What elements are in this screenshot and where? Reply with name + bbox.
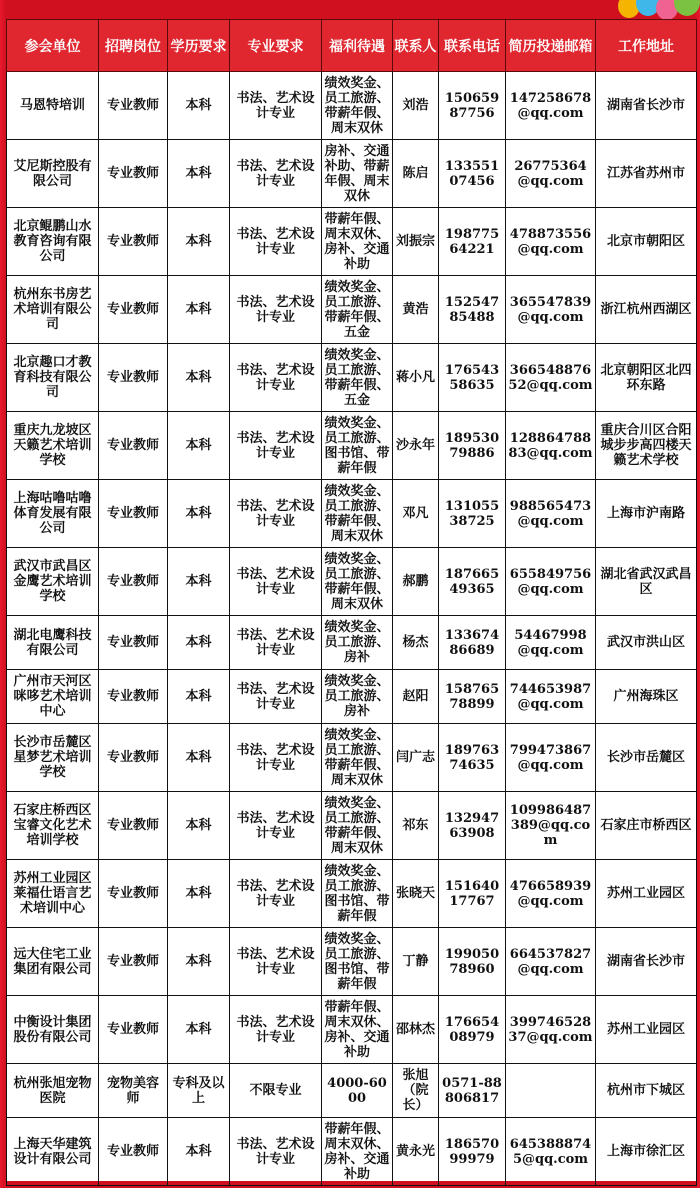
cell-education: 本科	[168, 140, 230, 208]
cell-education: 本科	[168, 670, 230, 724]
column-header-education: 学历要求	[168, 20, 230, 72]
cell-address: 杭州市下城区	[596, 1064, 697, 1118]
cell-email[interactable]: 36654887652@qq.com	[506, 344, 596, 412]
cell-major: 书法、艺术设计专业	[230, 276, 322, 344]
cell-phone: 18976374635	[439, 724, 506, 792]
cell-position: 专业教师	[99, 860, 168, 928]
table-row	[7, 72, 697, 140]
cell-phone: 18953079886	[439, 412, 506, 480]
cell-address: 上海市沪南路	[596, 480, 697, 548]
cell-education: 本科	[168, 1118, 230, 1186]
cell-address: 苏州工业园区	[596, 996, 697, 1064]
cell-address: 广州海珠区	[596, 670, 697, 724]
cell-education: 本科	[168, 276, 230, 344]
table-row	[7, 860, 697, 928]
cell-major: 书法、艺术设计专业	[230, 140, 322, 208]
cell-address: 上海市徐汇区	[596, 1118, 697, 1186]
column-header-position: 招聘岗位	[99, 20, 168, 72]
cell-major: 书法、艺术设计专业	[230, 928, 322, 996]
table-row	[7, 412, 697, 480]
column-header-phone: 联系电话	[439, 20, 506, 72]
recruitment-table	[6, 19, 697, 1186]
cell-position: 专业教师	[99, 670, 168, 724]
cell-email[interactable]: 799473867@qq.com	[506, 724, 596, 792]
cell-company: 长沙市岳麓区星梦艺术培训学校	[7, 724, 99, 792]
cell-phone: 0571-88806817	[439, 1064, 506, 1118]
cell-phone: 15876578899	[439, 670, 506, 724]
cell-position: 专业教师	[99, 548, 168, 616]
cell-contact: 陈启	[393, 140, 439, 208]
table-row	[7, 344, 697, 412]
cell-contact: 张晓天	[393, 860, 439, 928]
cell-email[interactable]: 39974652837@qq.com	[506, 996, 596, 1064]
cell-company: 杭州东书房艺术培训有限公司	[7, 276, 99, 344]
cell-education: 本科	[168, 860, 230, 928]
cell-position: 专业教师	[99, 276, 168, 344]
cell-major: 书法、艺术设计专业	[230, 1118, 322, 1186]
cell-email[interactable]: 54467998@qq.com	[506, 616, 596, 670]
cell-contact: 丁静	[393, 928, 439, 996]
cell-position: 专业教师	[99, 72, 168, 140]
cell-education: 本科	[168, 412, 230, 480]
cell-benefits: 带薪年假、周末双休、房补、交通补助	[322, 996, 393, 1064]
cell-major: 书法、艺术设计专业	[230, 344, 322, 412]
cell-position: 宠物美容师	[99, 1064, 168, 1118]
cell-position: 专业教师	[99, 412, 168, 480]
cell-phone: 15254785488	[439, 276, 506, 344]
column-header-major: 专业要求	[230, 20, 322, 72]
cell-address: 湖北省武汉武昌区	[596, 548, 697, 616]
cell-company: 马恩特培训	[7, 72, 99, 140]
cell-major: 书法、艺术设计专业	[230, 208, 322, 276]
table-row	[7, 208, 697, 276]
cell-position: 专业教师	[99, 996, 168, 1064]
table-row	[7, 1118, 697, 1186]
cell-benefits: 带薪年假、周末双休、房补、交通补助	[322, 1118, 393, 1186]
table-row	[7, 928, 697, 996]
cell-address: 湖南省长沙市	[596, 928, 697, 996]
cell-contact: 刘浩	[393, 72, 439, 140]
cell-position: 专业教师	[99, 344, 168, 412]
cell-company: 北京趣口才教育科技有限公司	[7, 344, 99, 412]
cell-benefits: 绩效奖金、员工旅游、带薪年假、五金	[322, 344, 393, 412]
cell-benefits: 绩效奖金、员工旅游、带薪年假、周末双休	[322, 72, 393, 140]
cell-phone: 13355107456	[439, 140, 506, 208]
cell-contact: 赵阳	[393, 670, 439, 724]
cell-email[interactable]: 12886478883@qq.com	[506, 412, 596, 480]
cell-address: 江苏省苏州市	[596, 140, 697, 208]
cell-contact: 邵林杰	[393, 996, 439, 1064]
table-row	[7, 1064, 697, 1118]
cell-phone: 13294763908	[439, 792, 506, 860]
cell-position: 专业教师	[99, 208, 168, 276]
cell-phone: 13105538725	[439, 480, 506, 548]
cell-benefits: 绩效奖金、员工旅游、带薪年假、五金	[322, 276, 393, 344]
cell-education: 本科	[168, 616, 230, 670]
cell-major: 书法、艺术设计专业	[230, 480, 322, 548]
cell-company: 远大住宅工业集团有限公司	[7, 928, 99, 996]
cell-address: 北京市朝阳区	[596, 208, 697, 276]
cell-contact: 张旭（院长）	[393, 1064, 439, 1118]
table-row	[7, 792, 697, 860]
cell-benefits: 绩效奖金、员工旅游、带薪年假、周末双休	[322, 548, 393, 616]
cell-address: 长沙市岳麓区	[596, 724, 697, 792]
table-row	[7, 276, 697, 344]
cell-benefits: 绩效奖金、员工旅游、带薪年假、周末双休	[322, 792, 393, 860]
cell-education: 本科	[168, 208, 230, 276]
cell-education: 本科	[168, 344, 230, 412]
cell-benefits: 绩效奖金、员工旅游、带薪年假、周末双休	[322, 480, 393, 548]
cell-email[interactable]: 26775364@qq.com	[506, 140, 596, 208]
cell-address: 湖南省长沙市	[596, 72, 697, 140]
cell-benefits: 带薪年假、周末双休、房补、交通补助	[322, 208, 393, 276]
cell-email[interactable]: 147258678@qq.com	[506, 72, 596, 140]
cell-education: 本科	[168, 480, 230, 548]
cell-benefits: 4000-6000	[322, 1064, 393, 1118]
cell-benefits: 绩效奖金、员工旅游、图书馆、带薪年假	[322, 860, 393, 928]
cell-major: 书法、艺术设计专业	[230, 724, 322, 792]
cell-contact: 黄永光	[393, 1118, 439, 1186]
cell-contact: 沙永年	[393, 412, 439, 480]
cell-education: 本科	[168, 996, 230, 1064]
cell-phone: 17654358635	[439, 344, 506, 412]
cell-address: 石家庄市桥西区	[596, 792, 697, 860]
cell-education: 本科	[168, 72, 230, 140]
cell-education: 本科	[168, 548, 230, 616]
cell-position: 专业教师	[99, 616, 168, 670]
cell-major: 书法、艺术设计专业	[230, 670, 322, 724]
cell-major: 书法、艺术设计专业	[230, 996, 322, 1064]
cell-email[interactable]: 109986487389@qq.com	[506, 792, 596, 860]
cell-email[interactable]: 655849756@qq.com	[506, 548, 596, 616]
table-row	[7, 724, 697, 792]
cell-phone: 19877564221	[439, 208, 506, 276]
cell-company: 中衡设计集团股份有限公司	[7, 996, 99, 1064]
cell-company: 湖北电鹰科技有限公司	[7, 616, 99, 670]
cell-company: 艾尼斯控股有限公司	[7, 140, 99, 208]
cell-company: 杭州张旭宠物医院	[7, 1064, 99, 1118]
table-body	[7, 72, 697, 1186]
cell-major: 书法、艺术设计专业	[230, 792, 322, 860]
cell-phone: 15164017767	[439, 860, 506, 928]
cell-email[interactable]: 478873556@qq.com	[506, 208, 596, 276]
cell-education: 本科	[168, 928, 230, 996]
cell-benefits: 绩效奖金、员工旅游、图书馆、带薪年假	[322, 928, 393, 996]
cell-position: 专业教师	[99, 724, 168, 792]
column-header-company: 参会单位	[7, 20, 99, 72]
column-header-address: 工作地址	[596, 20, 697, 72]
cell-email[interactable]: 988565473@qq.com	[506, 480, 596, 548]
cell-email[interactable]: 476658939@qq.com	[506, 860, 596, 928]
cell-contact: 郝鹏	[393, 548, 439, 616]
cell-major: 书法、艺术设计专业	[230, 72, 322, 140]
cell-education: 专科及以上	[168, 1064, 230, 1118]
cell-phone: 17665408979	[439, 996, 506, 1064]
column-header-email: 简历投递邮箱	[506, 20, 596, 72]
column-header-contact: 联系人	[393, 20, 439, 72]
cell-contact: 黄浩	[393, 276, 439, 344]
cell-address: 武汉市洪山区	[596, 616, 697, 670]
cell-education: 本科	[168, 724, 230, 792]
cell-phone: 13367486689	[439, 616, 506, 670]
cell-company: 北京鲲鹏山水教育咨询有限公司	[7, 208, 99, 276]
cell-company: 上海天华建筑设计有限公司	[7, 1118, 99, 1186]
cell-major: 书法、艺术设计专业	[230, 616, 322, 670]
cell-address: 重庆合川区合阳城步步高四楼天籁艺术学校	[596, 412, 697, 480]
cell-phone: 19905078960	[439, 928, 506, 996]
cell-benefits: 绩效奖金、员工旅游、图书馆、带薪年假	[322, 412, 393, 480]
table-row	[7, 670, 697, 724]
table-row	[7, 548, 697, 616]
cell-contact: 祁东	[393, 792, 439, 860]
cell-position: 专业教师	[99, 480, 168, 548]
cell-phone: 18657099979	[439, 1118, 506, 1186]
cell-education: 本科	[168, 792, 230, 860]
cell-phone: 15065987756	[439, 72, 506, 140]
cell-contact: 邓凡	[393, 480, 439, 548]
cell-benefits: 绩效奖金、员工旅游、房补	[322, 616, 393, 670]
cell-position: 专业教师	[99, 928, 168, 996]
table-row	[7, 996, 697, 1064]
cell-benefits: 房补、交通补助、带薪年假、周末双休	[322, 140, 393, 208]
cell-contact: 刘振宗	[393, 208, 439, 276]
cell-position: 专业教师	[99, 140, 168, 208]
cell-company: 武汉市武昌区金鹰艺术培训学校	[7, 548, 99, 616]
cell-position: 专业教师	[99, 1118, 168, 1186]
cell-contact: 蒋小凡	[393, 344, 439, 412]
cell-position: 专业教师	[99, 792, 168, 860]
table-row	[7, 480, 697, 548]
cell-benefits: 绩效奖金、员工旅游、房补	[322, 670, 393, 724]
cell-major: 不限专业	[230, 1064, 322, 1118]
cell-major: 书法、艺术设计专业	[230, 412, 322, 480]
cell-company: 上海咕噜咕噜体育发展有限公司	[7, 480, 99, 548]
table-row	[7, 616, 697, 670]
cell-email[interactable]: 6453888745@qq.com	[506, 1118, 596, 1186]
cell-address: 北京朝阳区北四环东路	[596, 344, 697, 412]
cell-address: 浙江杭州西湖区	[596, 276, 697, 344]
cell-contact: 闫广志	[393, 724, 439, 792]
cell-major: 书法、艺术设计专业	[230, 548, 322, 616]
cell-address: 苏州工业园区	[596, 860, 697, 928]
column-header-benefits: 福利待遇	[322, 20, 393, 72]
cell-company: 重庆九龙坡区天籁艺术培训学校	[7, 412, 99, 480]
cell-company: 广州市天河区咪哆艺术培训中心	[7, 670, 99, 724]
table-row	[7, 140, 697, 208]
cell-company: 苏州工业园区莱福仕语言艺术培训中心	[7, 860, 99, 928]
cell-major: 书法、艺术设计专业	[230, 860, 322, 928]
cell-company: 石家庄桥西区宝睿文化艺术培训学校	[7, 792, 99, 860]
cell-contact: 杨杰	[393, 616, 439, 670]
cell-email	[506, 1064, 596, 1118]
cell-benefits: 绩效奖金、员工旅游、带薪年假、周末双休	[322, 724, 393, 792]
cell-email[interactable]: 664537827@qq.com	[506, 928, 596, 996]
cell-phone: 18766549365	[439, 548, 506, 616]
header-row	[7, 20, 697, 72]
cell-email[interactable]: 744653987@qq.com	[506, 670, 596, 724]
cell-email[interactable]: 365547839@qq.com	[506, 276, 596, 344]
